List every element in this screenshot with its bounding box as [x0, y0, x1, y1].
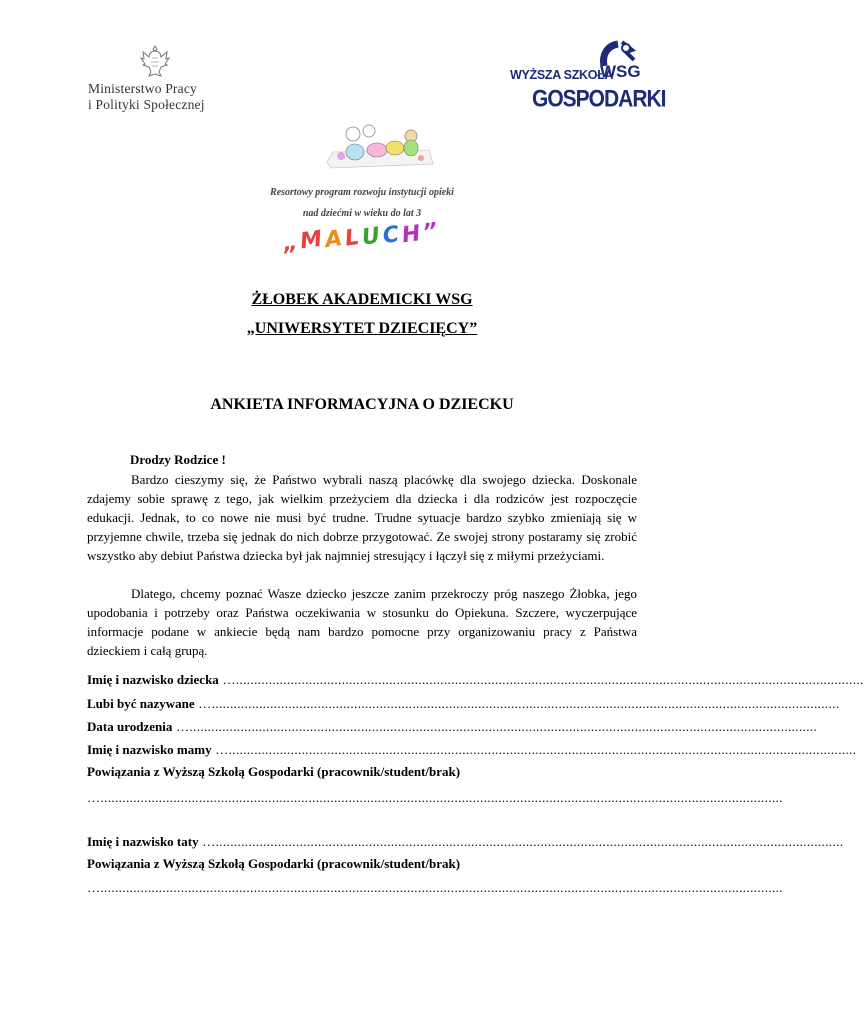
nickname-field[interactable]: [87, 696, 840, 712]
ministry-name-line2: i Polityki Społecznej: [88, 97, 205, 112]
father-name-label: Imię i nazwisko taty: [87, 834, 199, 849]
child-name-label: Imię i nazwisko dziecka: [87, 672, 219, 687]
mother-relation-field[interactable]: …...........................................................................................................................................................................................: [87, 790, 783, 805]
children-illustration: [325, 122, 435, 170]
intro-paragraph-1: Bardzo cieszymy się, że Państwo wybrali naszą placówkę dla swojego dziecka. Doskonale zdajemy sobie sprawę z tego, jak wielkim przeżyciem dla dziecka i dla rodziców jest rozpoczęcie edukacji. Jednak, to co nowe nie musi być trudne. Trudne sytuacje bardzo szybko zmieniają się w przyjemne chwile, trzeba się jednak do nich dobrze przygotować. Ze swojej strony postaramy się zrobić wszystko aby debiut Państwa dziecka był jak najmniej stresujący i łączył się z miłymi przeżyciami.: [87, 472, 637, 564]
birth-date-dots: …............................................................................................................................................................................: [172, 719, 818, 734]
nursery-subtitle: „UNIWERSYTET DZIECIĘCY”: [246, 320, 478, 337]
wsg-name-line1: WYŻSZA SZKOŁA: [510, 68, 614, 82]
birth-date-label: Data urodzenia: [87, 719, 173, 734]
mother-name-dots: …............................................................................................................................................................................: [211, 742, 857, 757]
father-relation-label-row: [87, 856, 637, 872]
intro-paragraph-2: Dlatego, chcemy poznać Wasze dziecko jeszcze zanim przekroczy próg naszego Żłobka, jego upodobania i potrzeby oraz Państwa oczekiwania w stosunku do Opiekuna. Szczere, wyczerpujące informacje podane w ankiecie będą nam bardzo pomocne przy organizowaniu pracy z Państwa dzieckiem i całą grupą.: [87, 586, 637, 659]
father-name-field[interactable]: [87, 834, 844, 850]
child-name-dots: …............................................................................................................................................................................: [218, 672, 864, 687]
mother-relation-label-row: [87, 764, 637, 780]
program-name-line1: Resortowy program rozwoju instytucji opieki: [270, 187, 454, 198]
wsg-name-line2: GOSPODARKI: [532, 86, 666, 113]
birth-date-field[interactable]: [87, 719, 818, 735]
greeting: Drodzy Rodzice !: [130, 452, 226, 467]
survey-title: ANKIETA INFORMACYJNA O DZIECKU: [210, 396, 514, 413]
nickname-dots: …............................................................................................................................................................................: [194, 696, 840, 711]
wsg-logo: [510, 40, 666, 114]
ministry-logo: [88, 44, 228, 112]
mother-relation-label: Powiązania z Wyższą Szkołą Gospodarki (pracownik/student/brak): [87, 764, 461, 779]
ministry-name-line1: Ministerstwo Pracy: [88, 81, 197, 96]
maluch-logo-text: „MALUCH”: [281, 218, 443, 257]
nickname-label: Lubi być nazywane: [87, 696, 195, 711]
child-name-field[interactable]: [87, 672, 864, 688]
father-relation-field[interactable]: …...........................................................................................................................................................................................: [87, 880, 783, 895]
mother-name-label: Imię i nazwisko mamy: [87, 742, 212, 757]
wsg-mark-text: WSG: [600, 62, 641, 81]
mother-name-field[interactable]: [87, 742, 857, 758]
maluch-logo: [0, 218, 724, 257]
program-name-line2: nad dziećmi w wieku do lat 3: [302, 208, 422, 219]
father-relation-label: Powiązania z Wyższą Szkołą Gospodarki (pracownik/student/brak): [87, 856, 461, 871]
father-name-dots: …............................................................................................................................................................................: [198, 834, 844, 849]
eagle-emblem-icon: [140, 44, 170, 78]
nursery-title: ŻŁOBEK AKADEMICKI WSG: [251, 291, 473, 308]
